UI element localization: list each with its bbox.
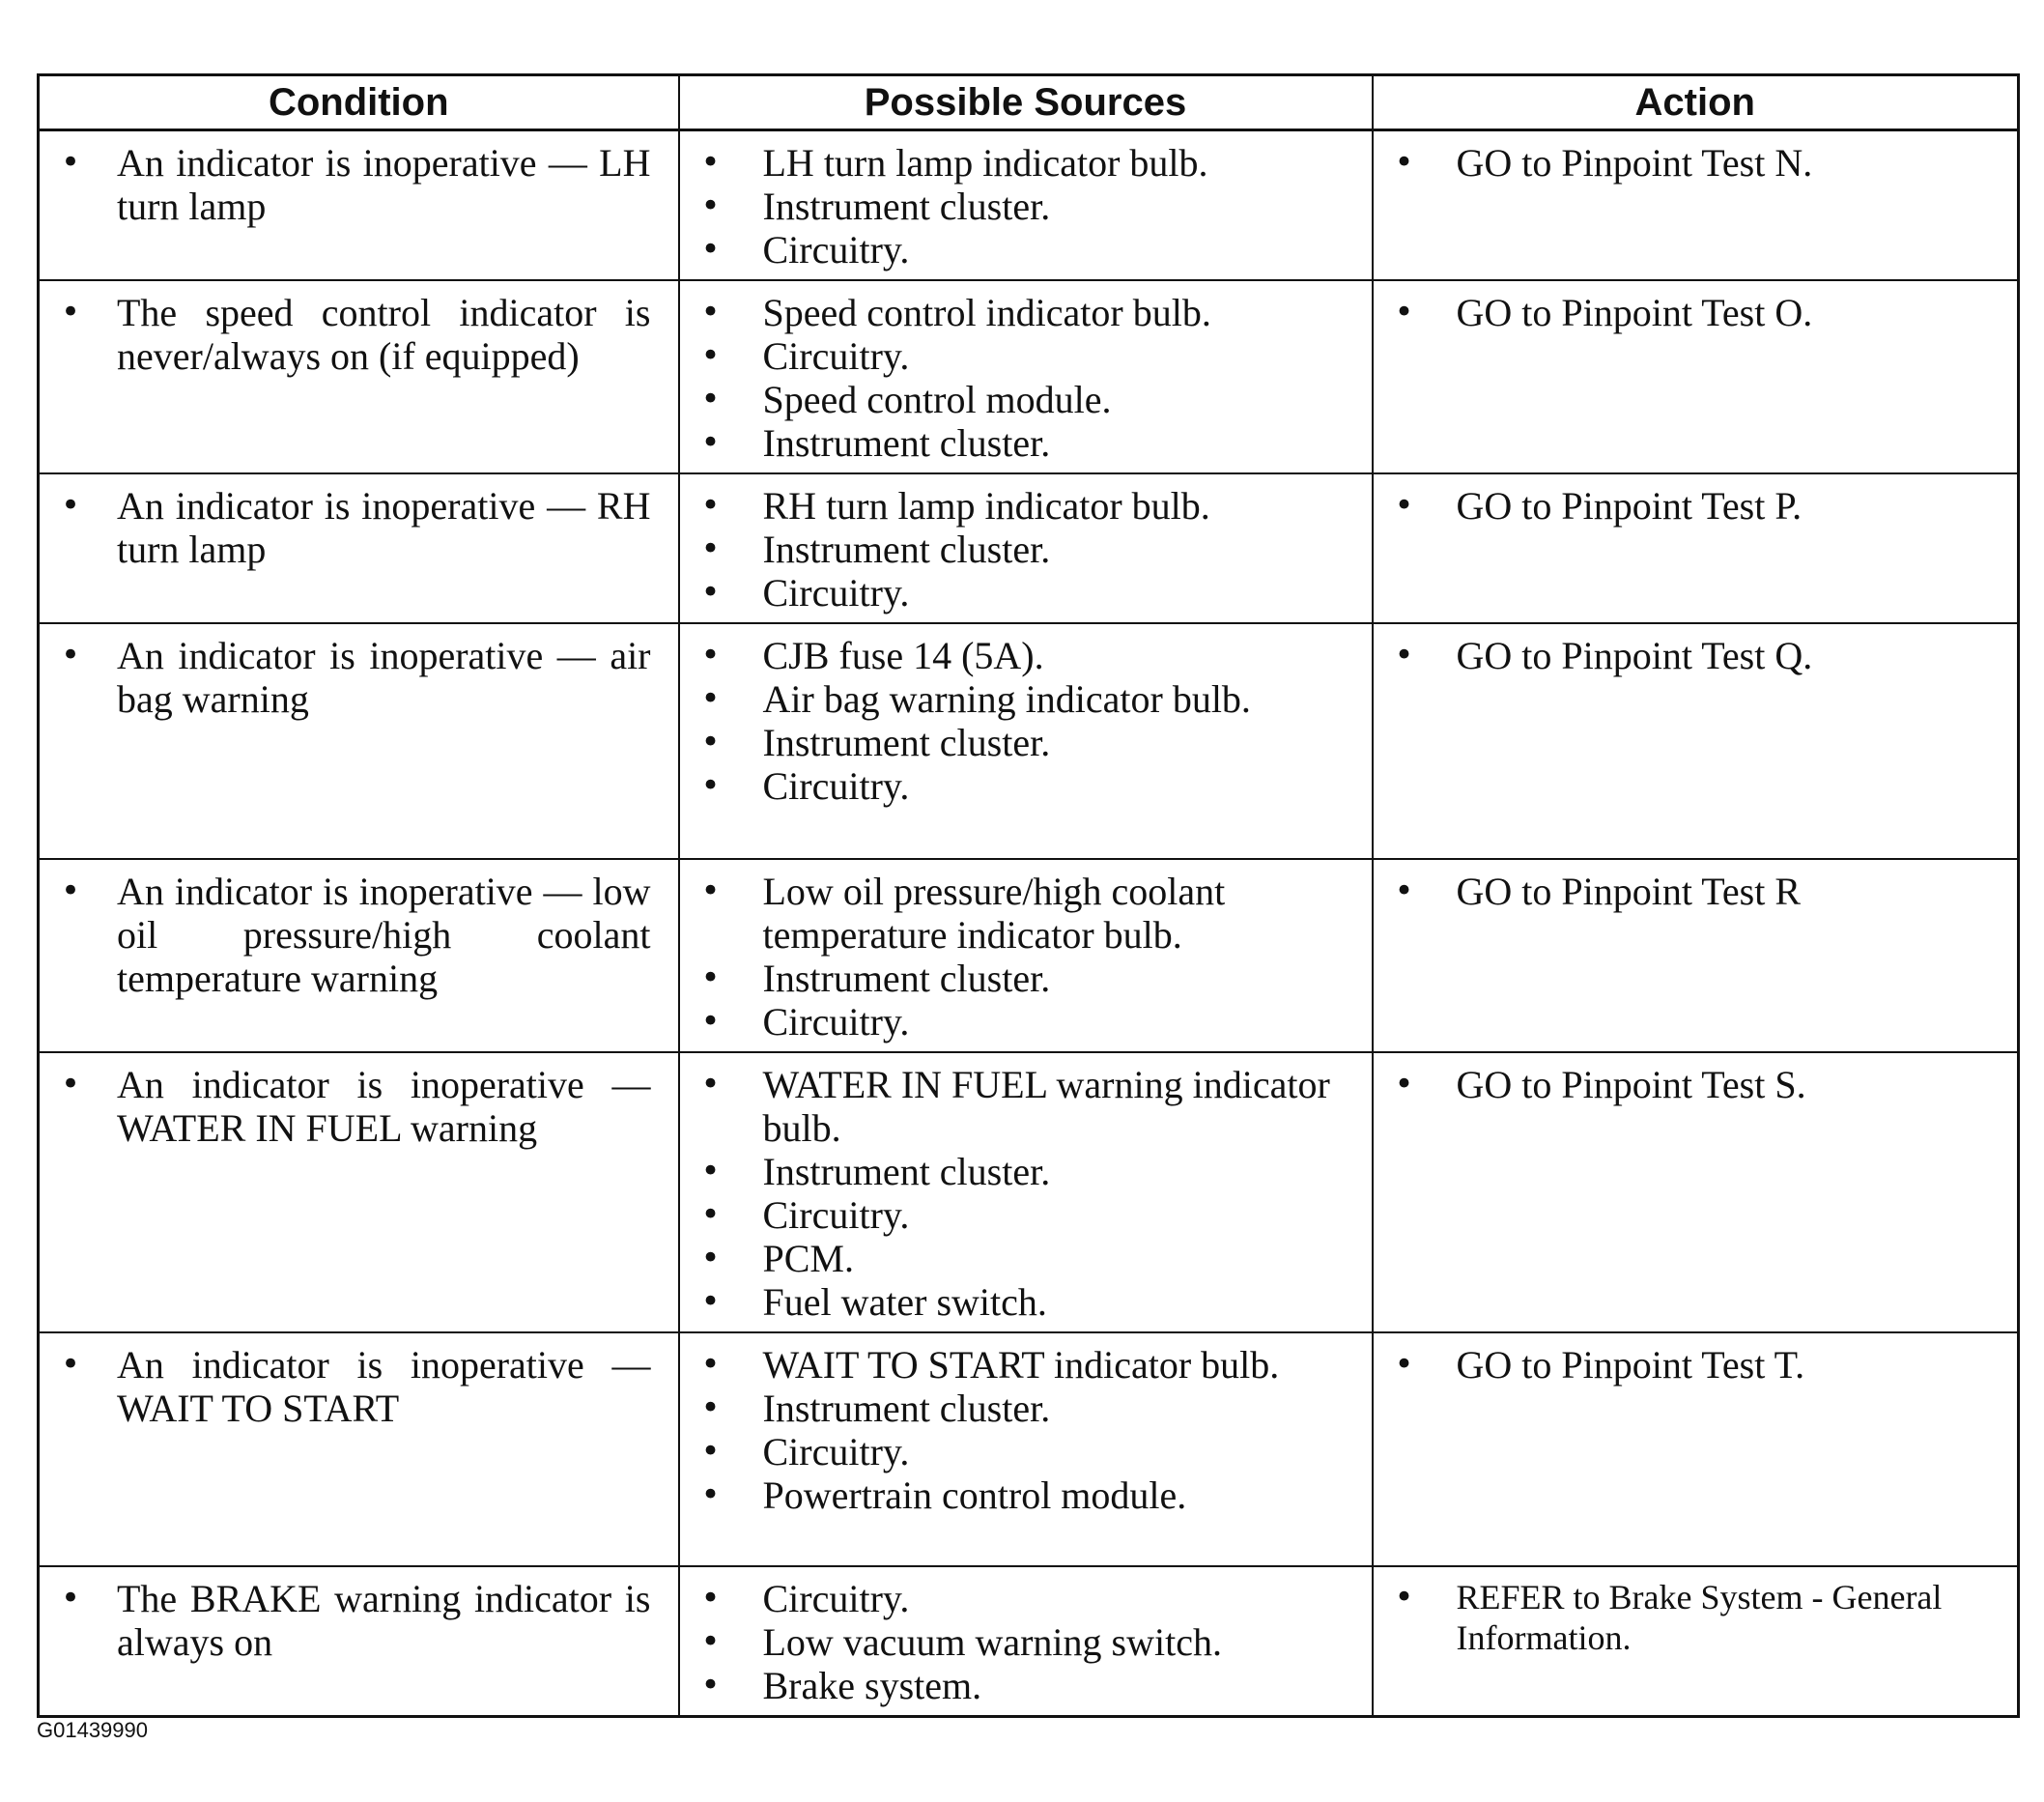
action-item: • GO to Pinpoint Test Q. <box>1387 634 2004 677</box>
sources-item: • Instrument cluster. <box>694 421 1358 465</box>
sources-item: • Instrument cluster. <box>694 528 1358 571</box>
condition-item: • The BRAKE warning indicator is always on <box>53 1577 665 1664</box>
condition-list <box>53 870 665 1000</box>
sources-item: • Instrument cluster. <box>694 185 1358 228</box>
sources-item: • Circuitry. <box>694 571 1358 615</box>
sources-item: • Powertrain control module. <box>694 1473 1358 1517</box>
action-cell <box>1373 1332 2019 1566</box>
sources-list <box>694 141 1358 272</box>
action-item: • GO to Pinpoint Test S. <box>1387 1063 2004 1106</box>
condition-cell <box>39 473 679 623</box>
sources-item: • WAIT TO START indicator bulb. <box>694 1343 1358 1387</box>
sources-cell <box>679 130 1373 281</box>
sources-item: • Air bag warning indicator bulb. <box>694 677 1358 721</box>
action-list <box>1387 1063 2004 1106</box>
action-list <box>1387 634 2004 677</box>
condition-item: • An indicator is inoperative —WATER IN FUEL warning <box>53 1063 665 1150</box>
condition-cell <box>39 859 679 1052</box>
condition-list <box>53 291 665 378</box>
sources-item: • WATER IN FUEL warning indicator bulb. <box>694 1063 1358 1150</box>
sources-item: • Brake system. <box>694 1664 1358 1707</box>
sources-item: • Speed control module. <box>694 378 1358 421</box>
condition-item: • An indicator is inoperative — RH turn lamp <box>53 484 665 571</box>
sources-item: • Circuitry. <box>694 334 1358 378</box>
condition-item: • An indicator is inoperative — low oil pressure/high coolant temperature warning <box>53 870 665 1000</box>
table-row <box>39 1332 2019 1566</box>
action-cell <box>1373 1566 2019 1717</box>
action-item: • GO to Pinpoint Test T. <box>1387 1343 2004 1387</box>
action-cell <box>1373 473 2019 623</box>
sources-cell <box>679 623 1373 859</box>
condition-list <box>53 141 665 228</box>
sources-item: • Circuitry. <box>694 1577 1358 1620</box>
table-row <box>39 623 2019 859</box>
header-row <box>39 75 2019 130</box>
sources-list <box>694 1577 1358 1707</box>
action-item: • GO to Pinpoint Test P. <box>1387 484 2004 528</box>
sources-list <box>694 484 1358 615</box>
condition-list <box>53 1577 665 1664</box>
condition-item: • An indicator is inoperative — WAIT TO START <box>53 1343 665 1430</box>
figure-id: G01439990 <box>37 1718 148 1742</box>
action-list <box>1387 141 2004 185</box>
sources-cell <box>679 1052 1373 1332</box>
action-cell <box>1373 1052 2019 1332</box>
sources-list <box>694 634 1358 808</box>
sources-list <box>694 291 1358 465</box>
sources-item: • Instrument cluster. <box>694 957 1358 1000</box>
sources-item: • RH turn lamp indicator bulb. <box>694 484 1358 528</box>
sources-cell <box>679 280 1373 473</box>
sources-item: • Circuitry. <box>694 1000 1358 1044</box>
action-list <box>1387 1577 2004 1658</box>
condition-cell <box>39 1332 679 1566</box>
action-cell <box>1373 130 2019 281</box>
condition-item: • The speed control indicator is never/always on (if equipped) <box>53 291 665 378</box>
sources-item: • Circuitry. <box>694 1193 1358 1237</box>
action-item: • REFER to Brake System - General Information. <box>1387 1577 2004 1658</box>
action-item: • GO to Pinpoint Test O. <box>1387 291 2004 334</box>
condition-cell <box>39 1052 679 1332</box>
sources-item: • Speed control indicator bulb. <box>694 291 1358 334</box>
sources-cell <box>679 1566 1373 1717</box>
header-possible-sources: Possible Sources <box>679 75 1373 130</box>
table-row <box>39 1566 2019 1717</box>
sources-item: • Circuitry. <box>694 764 1358 808</box>
action-cell <box>1373 280 2019 473</box>
table-row <box>39 280 2019 473</box>
table-row <box>39 859 2019 1052</box>
action-list <box>1387 1343 2004 1387</box>
diagnostic-table <box>37 73 2020 1718</box>
sources-item: • Instrument cluster. <box>694 1150 1358 1193</box>
table-body <box>39 130 2019 1717</box>
sources-list <box>694 1343 1358 1517</box>
condition-cell <box>39 280 679 473</box>
action-list <box>1387 291 2004 334</box>
action-cell <box>1373 859 2019 1052</box>
header-action: Action <box>1373 75 2019 130</box>
sources-item: • Circuitry. <box>694 1430 1358 1473</box>
sources-item: • Low oil pressure/high coolant temperature indicator bulb. <box>694 870 1358 957</box>
sources-item: • Low vacuum warning switch. <box>694 1620 1358 1664</box>
condition-cell <box>39 623 679 859</box>
sources-list <box>694 1063 1358 1324</box>
sources-list <box>694 870 1358 1044</box>
header-condition: Condition <box>39 75 679 130</box>
table-row <box>39 130 2019 281</box>
sources-cell <box>679 859 1373 1052</box>
action-list <box>1387 870 2004 913</box>
condition-list <box>53 1063 665 1150</box>
condition-item: • An indicator is inoperative — air bag warning <box>53 634 665 721</box>
sources-item: • Circuitry. <box>694 228 1358 272</box>
table-row <box>39 1052 2019 1332</box>
condition-cell <box>39 130 679 281</box>
sources-item: • PCM. <box>694 1237 1358 1280</box>
condition-list <box>53 634 665 721</box>
sources-cell <box>679 473 1373 623</box>
action-item: • GO to Pinpoint Test N. <box>1387 141 2004 185</box>
condition-cell <box>39 1566 679 1717</box>
action-cell <box>1373 623 2019 859</box>
sources-cell <box>679 1332 1373 1566</box>
condition-item: • An indicator is inoperative — LH turn lamp <box>53 141 665 228</box>
condition-list <box>53 484 665 571</box>
action-list <box>1387 484 2004 528</box>
condition-list <box>53 1343 665 1430</box>
sources-item: • Fuel water switch. <box>694 1280 1358 1324</box>
action-item: • GO to Pinpoint Test R <box>1387 870 2004 913</box>
sources-item: • CJB fuse 14 (5A). <box>694 634 1358 677</box>
sources-item: • Instrument cluster. <box>694 721 1358 764</box>
table-row <box>39 473 2019 623</box>
sources-item: • LH turn lamp indicator bulb. <box>694 141 1358 185</box>
sources-item: • Instrument cluster. <box>694 1387 1358 1430</box>
